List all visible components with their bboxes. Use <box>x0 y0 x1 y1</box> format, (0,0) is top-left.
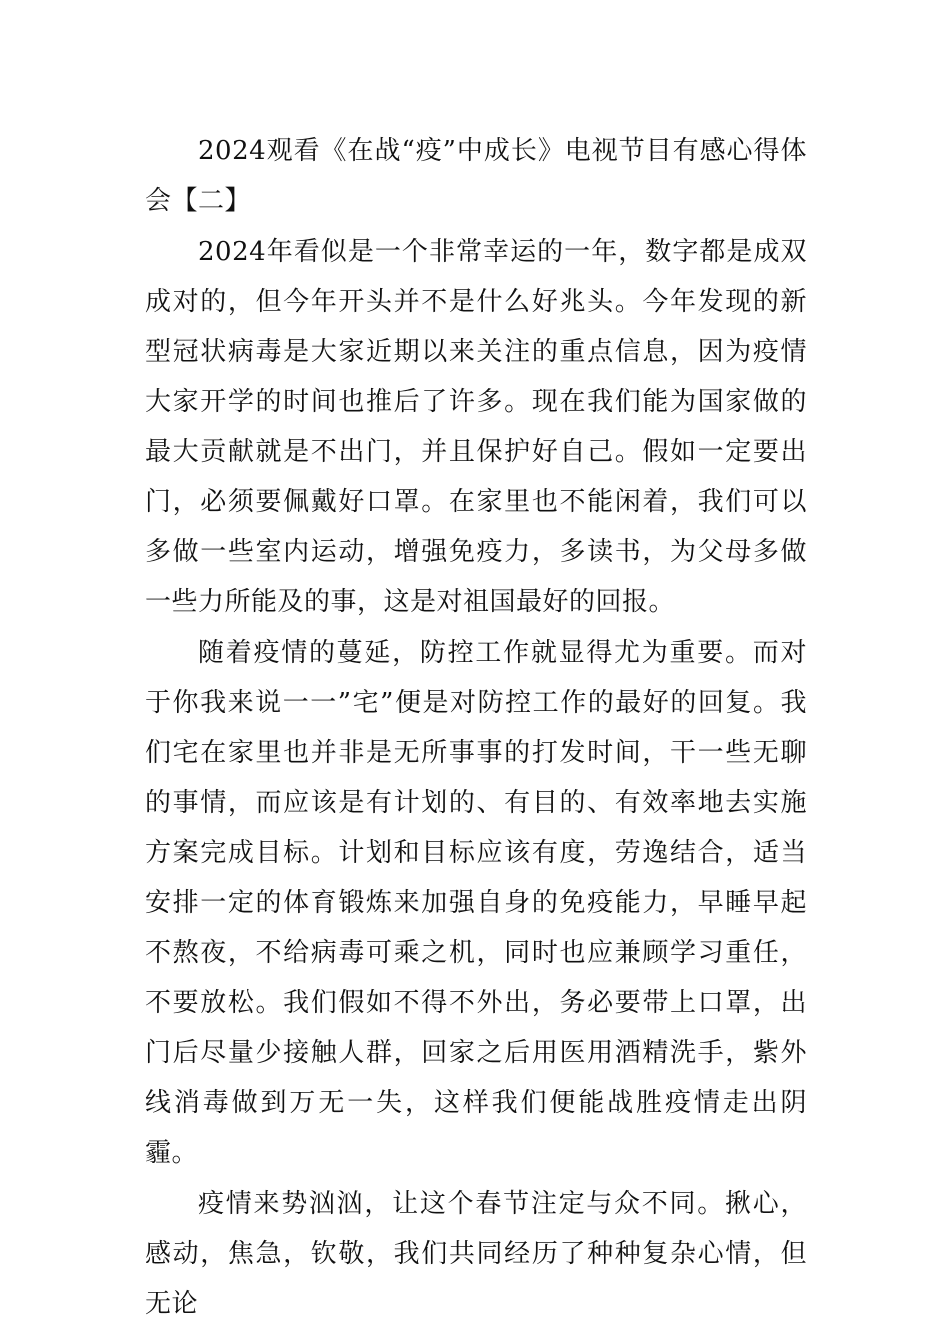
paragraph-3: 疫情来势汹汹，让这个春节注定与众不同。揪心，感动，焦急，钦敬，我们共同经历了种种复杂心情，但无论 <box>145 1189 807 1319</box>
document-body <box>145 126 807 1329</box>
paragraph-1: 2024年看似是一个非常幸运的一年，数字都是成双成对的，但今年开头并不是什么好兆头。今年发现的新型冠状病毒是大家近期以来关注的重点信息，因为疫情大家开学的时间也推后了许多。现在我们能为国家做的最大贡献就是不出门，并且保护好自己。假如一定要出门，必须要佩戴好口罩。在家里也不能闲着，我们可以多做一些室内运动，增强免疫力，多读书，为父母多做一些力所能及的事，这是对祖国最好的回报。 <box>145 237 807 617</box>
document-title: 2024观看《在战“疫”中成长》电视节目有感心得体会【二】 <box>145 136 807 216</box>
paragraph-2: 随着疫情的蔓延，防控工作就显得尤为重要。而对于你我来说一一”宅”便是对防控工作的最好的回复。我们宅在家里也并非是无所事事的打发时间，干一些无聊的事情，而应该是有计划的、有目的、有效率地去实施方案完成目标。计划和目标应该有度，劳逸结合，适当安排一定的体育锻炼来加强自身的免疫能力，早睡早起不熬夜，不给病毒可乘之机，同时也应兼顾学习重任，不要放松。我们假如不得不外出，务必要带上口罩，出门后尽量少接触人群，回家之后用医用酒精洗手，紫外线消毒做到万无一失，这样我们便能战胜疫情走出阴霾。 <box>145 638 807 1168</box>
